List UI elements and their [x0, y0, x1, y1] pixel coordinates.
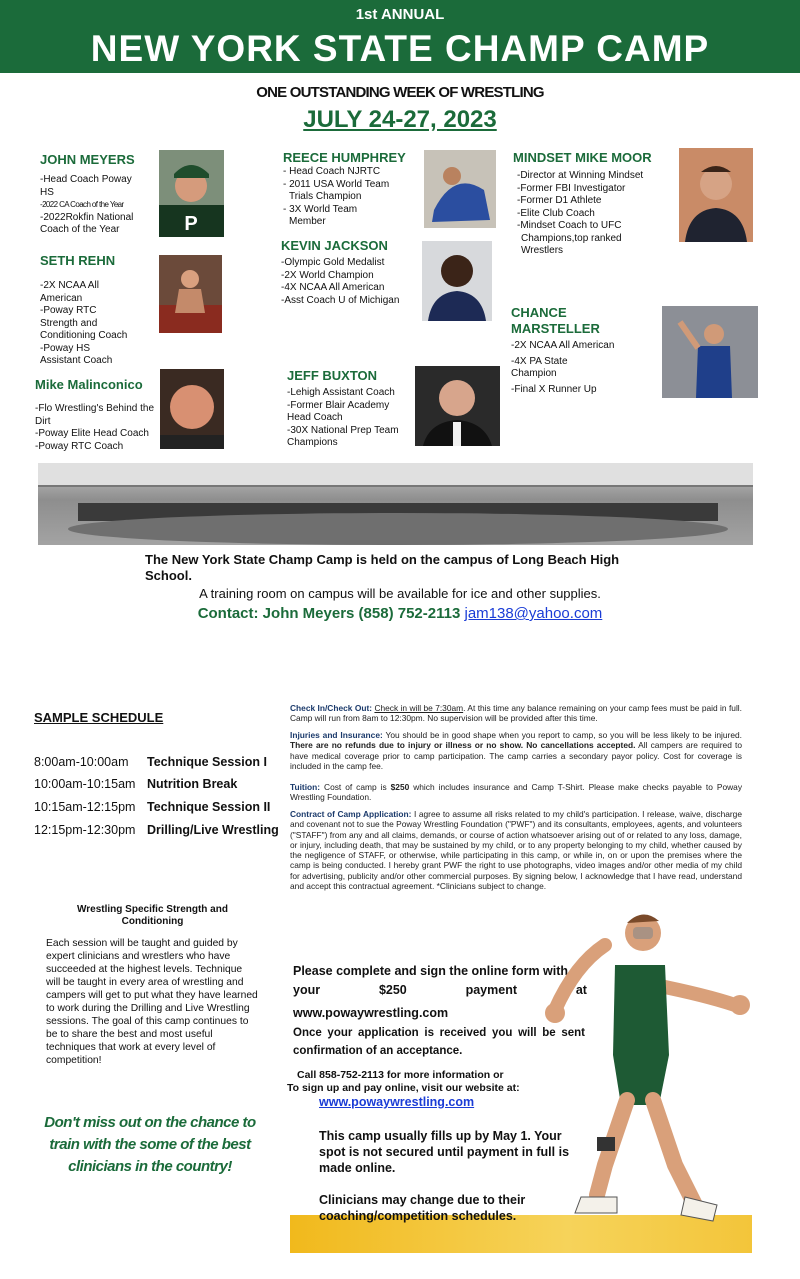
credential-line: -Head Coach Poway: [40, 174, 132, 185]
coach-credentials: [513, 170, 678, 258]
tuition-terms: [290, 782, 742, 803]
schedule-row: [34, 755, 284, 769]
coach-photo-chance-marsteller: [662, 306, 758, 398]
credential-line: -2X NCAA All: [40, 280, 99, 291]
credential-line: -Former FBI Investigator: [517, 182, 626, 194]
clinicians-notice: Clinicians may change due to their coaching/competition schedules.: [319, 1193, 526, 1223]
contact-line: [0, 605, 800, 622]
website-link[interactable]: www.powaywrestling.com: [319, 1095, 475, 1109]
checkin-time: Check in will be 7:30am: [374, 703, 464, 713]
checkin-terms: Check In/Check Out: Check in will be 7:30am. At this time any balance remaining on your camp fees must be paid in full. Camp will run from 8am to 12:30pm. No supervision will be provided after this time.: [290, 703, 742, 724]
register-word: at: [575, 983, 587, 997]
coach-photo-mindset-mike-moor: [679, 148, 753, 242]
credential-line: -Former Blair Academy: [287, 399, 390, 411]
credential-line: Assistant Coach: [40, 355, 113, 366]
credential-line: -Director at Winning Mindset: [517, 170, 644, 181]
credential-line: American: [40, 292, 83, 304]
credential-line: -30X National Prep Team: [287, 424, 399, 436]
fills-up-notice: This camp usually fills up by May 1. Your spot is not secured until payment in full is made online.: [319, 1129, 570, 1175]
credential-line: - 2011 USA World Team: [283, 178, 390, 190]
coach-mike-malinconico: [35, 377, 160, 453]
credential-line: Champions: [287, 437, 338, 448]
credential-line: Wrestlers: [521, 245, 564, 256]
injury-terms: [290, 730, 742, 771]
schedule-activity: Technique Session I: [147, 755, 267, 769]
dont-miss-callout: Don't miss out on the chance to train with the some of the best clinicians in the country!: [44, 1114, 256, 1175]
tuition-label: Tuition:: [290, 782, 321, 792]
strength-body: Each session will be taught and guided by expert clinicians and wrestlers who have succeeded at the highest levels. Technique will be taught in every area of wrestling and campers will get to put what they have learned to work during the Drilling and Live Wrestling sessions. The goal of this camp continues to be to share the best and most useful techniques that work at every level of competition!: [46, 938, 258, 1066]
schedule-title: SAMPLE SCHEDULE: [34, 710, 164, 725]
coach-credentials: [283, 166, 418, 229]
header-kicker: 1st ANNUAL: [355, 6, 445, 23]
schedule-activity: Nutrition Break: [147, 777, 238, 791]
injury-no-refund: There are no refunds due to injury or illness or no show. No cancellations accepted.: [290, 740, 636, 751]
credential-line: - 3X World Team: [283, 203, 358, 215]
credential-line: Member: [289, 216, 326, 227]
page-title: NEW YORK STATE CHAMP CAMP: [90, 28, 710, 69]
credential-line: Trials Champion: [289, 191, 362, 202]
coach-photo-kevin-jackson: [422, 241, 492, 321]
register-word: your: [293, 983, 321, 997]
credential-line: -Former D1 Athlete: [517, 195, 602, 206]
credential-line: -Asst Coach U of Michigan: [281, 294, 400, 306]
call-info: Call 858-752-2113 for more information or: [297, 1069, 504, 1081]
credential-line: HS: [40, 186, 54, 198]
coach-photo-reece-humphrey: [424, 150, 496, 228]
credential-line: Champion: [511, 368, 557, 379]
header-banner: [0, 0, 800, 73]
register-word: $250: [378, 983, 407, 997]
wrestler-illustration: [535, 905, 765, 1230]
credential-line: -2X World Champion: [281, 269, 374, 281]
register-line-1: Please complete and sign the online form with: [293, 964, 569, 978]
schedule-row: [34, 777, 284, 791]
credential-line: Head Coach: [287, 412, 343, 423]
contract-text: I agree to assume all risks related to my child's participation. I release, waive, discharge and covenant not to sue the Poway Wrestling Foundation ("PWF") and its consultants, employees, agents, and volunteers ("STAFF") from any and all claims, demands, or course of action whatsoever arising out of or related to any loss, damage, or injury, including death, that may be sustained by my child, or to any property belonging to my child, whether caused by the negligence of STAFF, or otherwise, while participating in this camp, or while in, on or upon the premises where the camp is being conducted. I hereby grant PWF the right to use photographs, video images and/or other media of my child for advertising, publicity and/or other commercial purposes. By signing below, I acknowledge that I have read, understand and accept this contractual agreement. *Clinicians subject to change.: [290, 809, 742, 892]
credential-line: Coach of the Year: [40, 224, 120, 235]
coach-name: MINDSET MIKE MOOR: [513, 150, 652, 165]
coach-kevin-jackson: [281, 238, 416, 307]
training-room-text: A training room on campus will be available for ice and other supplies.: [199, 586, 601, 601]
coach-name: KEVIN JACKSON: [281, 238, 388, 253]
venue-text: The New York State Champ Camp is held on the campus of Long Beach High School.: [145, 552, 620, 583]
credential-line: -Poway RTC Coach: [35, 440, 124, 452]
contract-label: Contract of Camp Application:: [290, 809, 412, 819]
schedule-row: [34, 800, 284, 814]
coach-name-line2: MARSTELLER: [511, 321, 600, 336]
tuition-text: Cost of camp is: [320, 782, 391, 792]
tuition-amount: $250: [390, 782, 410, 792]
credential-line: -Flo Wrestling's Behind the: [35, 403, 154, 414]
register-confirmation: Once your application is received you will be sent confirmation of an acceptance.: [293, 1027, 585, 1057]
schedule-time: 8:00am-10:00am: [34, 755, 129, 769]
injury-text: You should be in good shape when you report to camp, so you will be less likely to be injured.: [382, 730, 742, 740]
injury-label: Injuries and Insurance:: [290, 730, 383, 740]
credential-line: -2022 CA Coach of the Year: [40, 200, 124, 209]
schedule-activity: Drilling/Live Wrestling: [147, 823, 279, 837]
credential-line: Conditioning Coach: [40, 330, 128, 341]
coach-photo-john-meyers: [159, 150, 224, 237]
credential-line: -Poway RTC: [40, 305, 97, 316]
schedule-time: 12:15pm-12:30pm: [34, 823, 136, 837]
credential-line: -Poway Elite Head Coach: [35, 428, 149, 439]
coach-jeff-buxton: [287, 368, 412, 450]
schedule-activity: Technique Session II: [147, 800, 271, 814]
credential-line: -Lehigh Assistant Coach: [287, 387, 395, 398]
strength-title: Wrestling Specific Strength and Conditioning: [77, 904, 228, 927]
credential-line: -2022Rokfin National: [40, 211, 134, 223]
credential-line: Champions,top ranked: [521, 232, 622, 244]
coach-name: CHANCE: [511, 305, 567, 320]
coach-credentials: [35, 403, 160, 453]
contact-label: Contact: John Meyers (858) 752-2113: [197, 605, 461, 622]
tuition-text-2: which includes insurance and Camp T-Shirt. Please make checks payable to Poway Wrestling Foundation.: [290, 782, 743, 803]
coach-credentials: [287, 387, 412, 450]
credential-line: -2X NCAA All American: [511, 340, 615, 351]
schedule-time: 10:15am-12:15pm: [34, 800, 136, 814]
register-website-text: www.powaywrestling.com: [293, 1006, 449, 1020]
coach-photo-mike-malinconico: [160, 369, 224, 449]
schedule-time: 10:00am-10:15am: [34, 777, 136, 791]
gym-panorama-image: [38, 463, 753, 545]
coach-credentials: [40, 280, 155, 368]
credential-line: Strength and: [40, 317, 98, 329]
schedule-row: [34, 823, 284, 837]
register-word: payment: [465, 983, 517, 997]
credential-line: -Poway HS: [40, 342, 91, 354]
coach-name: JEFF BUXTON: [287, 368, 378, 383]
coach-photo-jeff-buxton: [415, 366, 500, 446]
subhead: ONE OUTSTANDING WEEK OF WRESTLING: [256, 84, 544, 101]
credential-line: -Olympic Gold Medalist: [281, 257, 385, 268]
credential-line: -4X PA State: [511, 355, 568, 367]
coach-reece-humphrey: [283, 150, 418, 229]
coach-seth-rehn: [40, 253, 155, 368]
coach-name: SETH REHN: [40, 253, 116, 268]
coach-name: Mike Malinconico: [35, 377, 143, 392]
checkin-text: . At this time any balance remaining on your camp fees must be paid in full. Camp will run from 8am to 12:30pm. No supervision will be provided after this time.: [290, 703, 742, 724]
coach-photo-seth-rehn: [159, 255, 222, 333]
coach-mindset-mike-moor: [513, 150, 678, 258]
credential-line: -4X NCAA All American: [281, 282, 385, 293]
coach-john-meyers: [40, 152, 155, 237]
camp-dates: JULY 24-27, 2023: [303, 106, 497, 133]
credential-line: Dirt: [35, 415, 51, 427]
checkin-label: Check In/Check Out: [290, 703, 370, 713]
credential-line: -Elite Club Coach: [517, 207, 595, 219]
credential-line: - Head Coach NJRTC: [283, 166, 381, 177]
signup-info: To sign up and pay online, visit our website at:: [287, 1082, 520, 1094]
coach-credentials: [511, 340, 661, 396]
credential-line: -Mindset Coach to UFC: [517, 220, 622, 231]
contract-terms: [290, 809, 742, 891]
coach-credentials: [281, 257, 416, 307]
credential-line: -Final X Runner Up: [511, 383, 597, 395]
svg-text:P: P: [184, 213, 198, 235]
injury-text-2: All campers are required to have medical coverage prior to camp participation. The camp carries a secondary payor policy. Cost for coverage is included in the camp fee.: [290, 740, 742, 771]
coach-credentials: [40, 174, 155, 237]
contact-email-link[interactable]: jam138@yahoo.com: [464, 605, 603, 622]
coach-name: JOHN MEYERS: [40, 152, 135, 167]
coach-name: REECE HUMPHREY: [283, 150, 406, 165]
coach-chance-marsteller: [511, 305, 661, 396]
